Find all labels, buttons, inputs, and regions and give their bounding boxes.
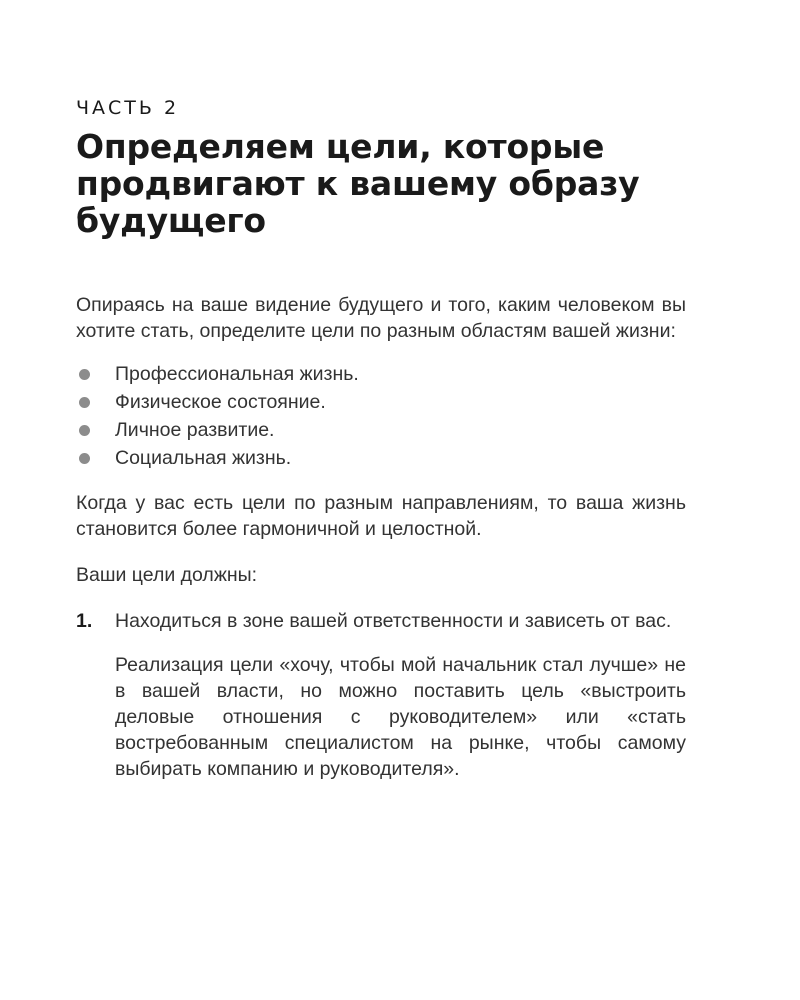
- list-item-text: Профессиональная жизнь.: [115, 363, 359, 385]
- numbered-item-note: Реализация цели «хочу, чтобы мой начальник стал лучше» не в вашей власти, но можно поставить цель «выстроить деловые отношения с руководителем» или «стать востребованным специалистом на рынке, чтобы самому выбирать компанию и руководителя».: [115, 654, 686, 780]
- list-item: [76, 360, 686, 388]
- numbered-item-text: Находиться в зоне вашей ответственности и зависеть от вас.: [115, 610, 672, 632]
- list-item-text: Социальная жизнь.: [115, 447, 292, 469]
- area-list: [76, 360, 686, 472]
- part-label: ЧАСТЬ 2: [76, 97, 180, 119]
- chapter-title: Определяем цели, которые продвигают к вашему образу будущего: [76, 127, 640, 240]
- list-item-text: Физическое состояние.: [115, 391, 326, 413]
- intro-paragraph: Опираясь на ваше видение будущего и того, каким человеком вы хотите стать, определите цели по разным областям вашей жизни:: [76, 294, 686, 342]
- list-item: [76, 416, 686, 444]
- bullet-icon: [79, 369, 90, 380]
- bullet-icon: [79, 453, 90, 464]
- bullet-icon: [79, 397, 90, 408]
- numbered-item: [76, 608, 686, 782]
- bullet-icon: [79, 425, 90, 436]
- list-item-text: Личное развитие.: [115, 419, 275, 441]
- harmony-paragraph: Когда у вас есть цели по разным направлениям, то ваша жизнь становится более гармоничной и целостной.: [76, 492, 686, 540]
- book-page: [76, 96, 686, 782]
- list-item: [76, 388, 686, 416]
- list-item: [76, 444, 686, 472]
- item-number: 1.: [76, 610, 93, 632]
- goals-lead-paragraph: Ваши цели должны:: [76, 564, 258, 586]
